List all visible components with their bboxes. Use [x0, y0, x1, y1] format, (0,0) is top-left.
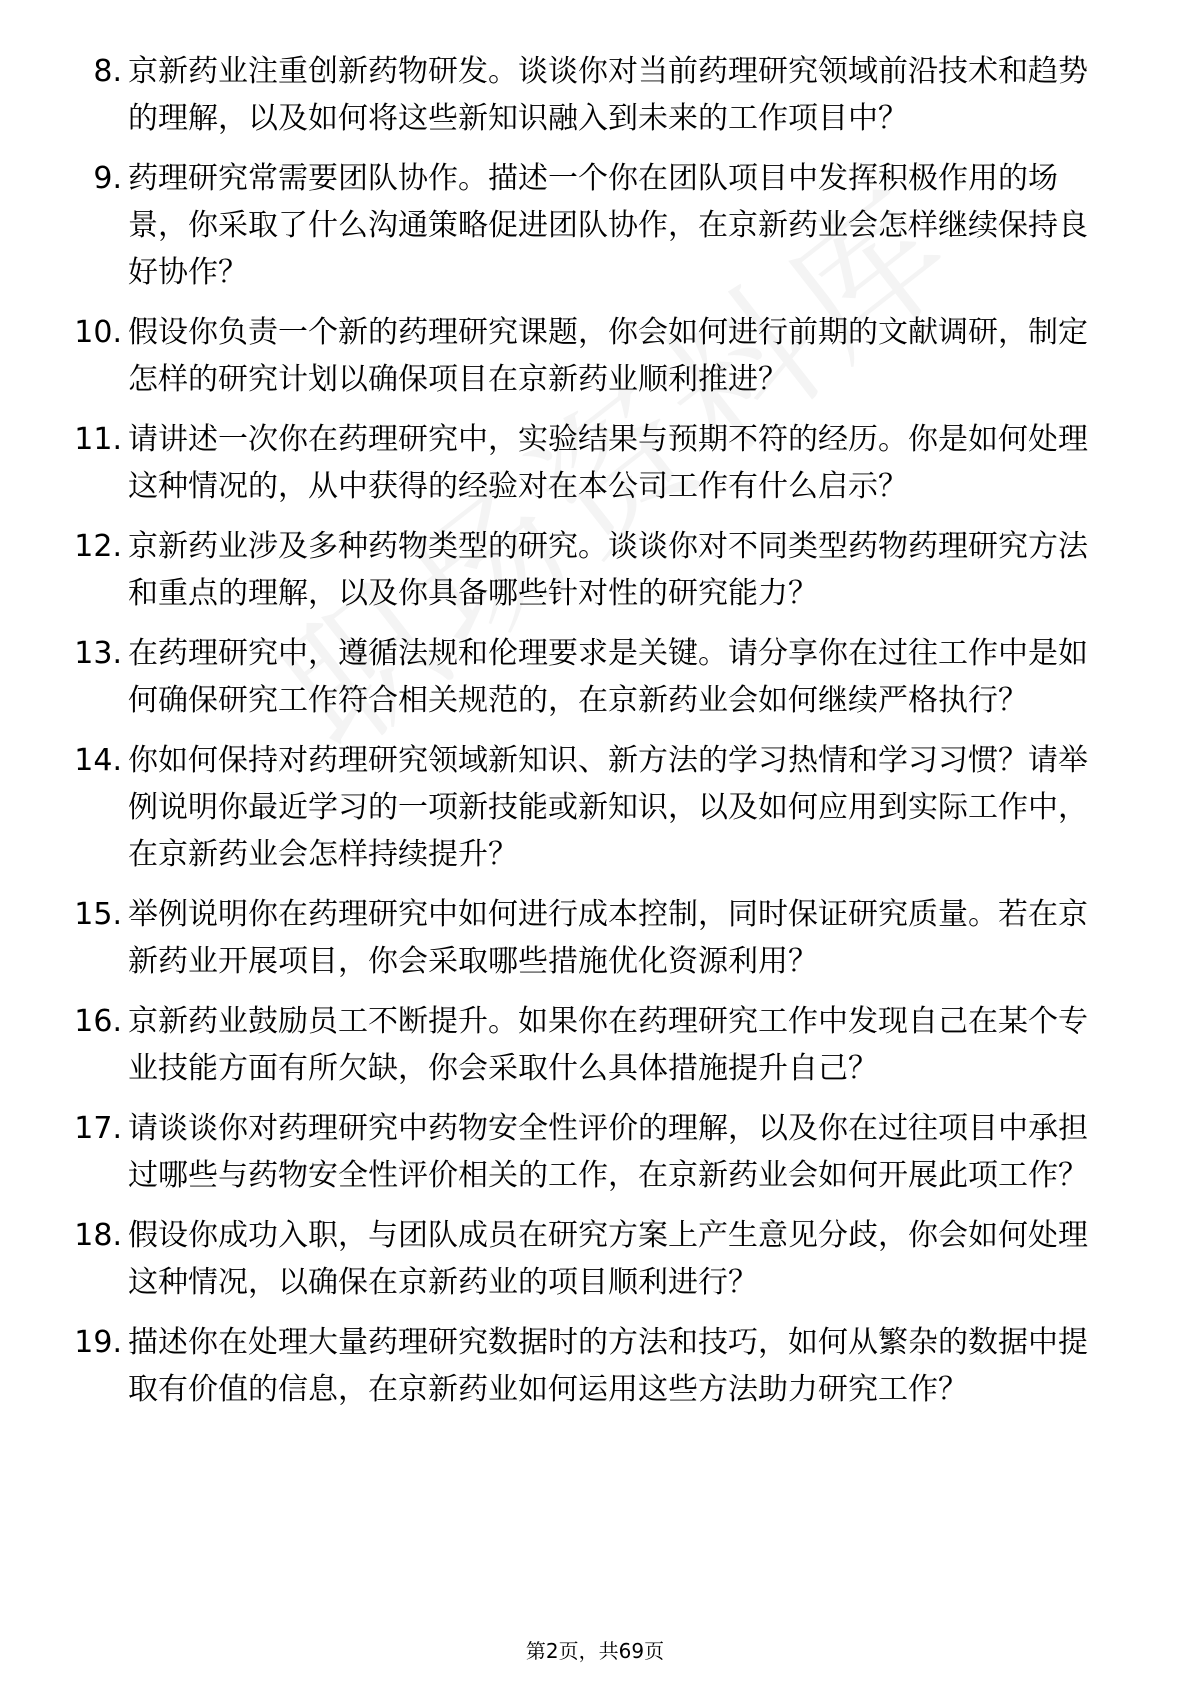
item-text: 假设你负责一个新的药理研究课题，你会如何进行前期的文献调研，制定怎样的研究计划以确保项目在京新药业顺利推进？: [128, 315, 1088, 397]
item-text: 京新药业涉及多种药物类型的研究。谈谈你对不同类型药物药理研究方法和重点的理解，以及你具备哪些针对性的研究能力？: [128, 529, 1088, 611]
item-number: 17.: [74, 1111, 122, 1146]
item-text: 假设你成功入职，与团队成员在研究方案上产生意见分歧，你会如何处理这种情况，以确保在京新药业的项目顺利进行？: [128, 1218, 1088, 1300]
list-item: [70, 1212, 1110, 1306]
list-item: [70, 630, 1110, 724]
item-number: 18.: [74, 1218, 122, 1253]
item-text: 你如何保持对药理研究领域新知识、新方法的学习热情和学习习惯？请举例说明你最近学习的一项新技能或新知识，以及如何应用到实际工作中，在京新药业会怎样持续提升？: [128, 743, 1088, 872]
item-text: 请讲述一次你在药理研究中，实验结果与预期不符的经历。你是如何处理这种情况的，从中获得的经验对在本公司工作有什么启示？: [128, 422, 1088, 504]
list-item: [70, 309, 1110, 403]
item-number: 10.: [74, 315, 122, 350]
list-item: [70, 1319, 1110, 1413]
item-number: 12.: [74, 529, 122, 564]
item-number: 19.: [74, 1325, 122, 1360]
list-item: [70, 523, 1110, 617]
item-text: 举例说明你在药理研究中如何进行成本控制，同时保证研究质量。若在京新药业开展项目，你会采取哪些措施优化资源利用？: [128, 897, 1088, 979]
item-text: 请谈谈你对药理研究中药物安全性评价的理解，以及你在过往项目中承担过哪些与药物安全性评价相关的工作，在京新药业会如何开展此项工作？: [128, 1111, 1088, 1193]
list-item: [70, 1105, 1110, 1199]
item-number: 9.: [93, 161, 122, 196]
item-text: 描述你在处理大量药理研究数据时的方法和技巧，如何从繁杂的数据中提取有价值的信息，在京新药业如何运用这些方法助力研究工作？: [128, 1325, 1088, 1407]
item-text: 在药理研究中，遵循法规和伦理要求是关键。请分享你在过往工作中是如何确保研究工作符合相关规范的，在京新药业会如何继续严格执行？: [128, 636, 1088, 718]
item-number: 14.: [74, 743, 122, 778]
list-item: [70, 891, 1110, 985]
item-number: 11.: [74, 422, 122, 457]
item-text: 药理研究常需要团队协作。描述一个你在团队项目中发挥积极作用的场景，你采取了什么沟通策略促进团队协作，在京新药业会怎样继续保持良好协作？: [128, 161, 1088, 290]
question-list: [70, 48, 1110, 1426]
list-item: [70, 998, 1110, 1092]
item-text: 京新药业鼓励员工不断提升。如果你在药理研究工作中发现自己在某个专业技能方面有所欠缺，你会采取什么具体措施提升自己？: [128, 1004, 1088, 1086]
item-text: 京新药业注重创新药物研发。谈谈你对当前药理研究领域前沿技术和趋势的理解，以及如何将这些新知识融入到未来的工作项目中？: [128, 54, 1088, 136]
item-number: 13.: [74, 636, 122, 671]
page-number: 第2页，共69页: [525, 1639, 665, 1663]
list-item: [70, 416, 1110, 510]
item-number: 16.: [74, 1004, 122, 1039]
item-number: 8.: [93, 54, 122, 89]
list-item: [70, 737, 1110, 878]
list-item: [70, 155, 1110, 296]
item-number: 15.: [74, 897, 122, 932]
list-item: [70, 48, 1110, 142]
